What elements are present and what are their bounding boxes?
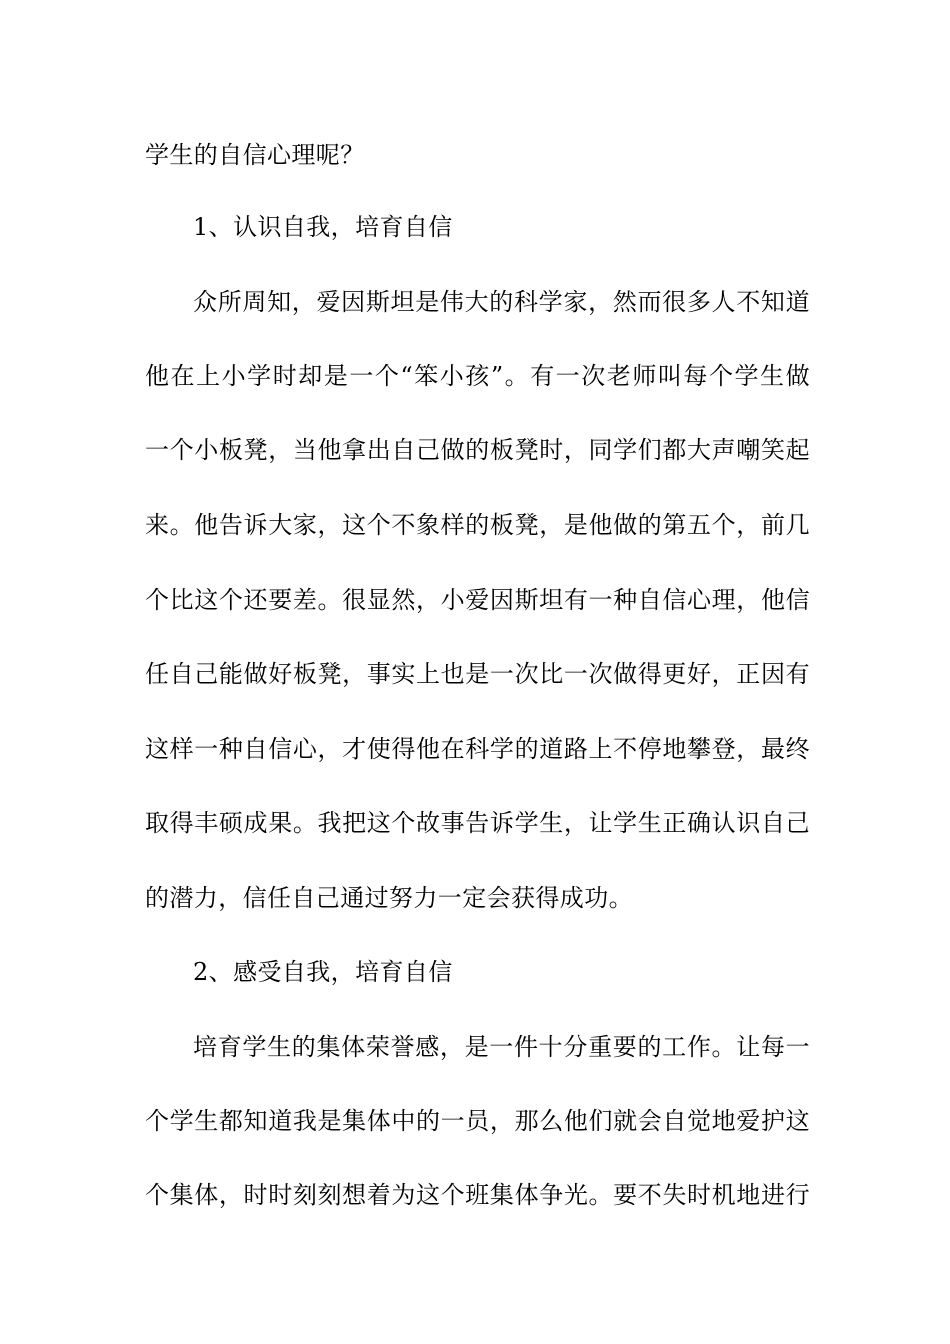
paragraph-line: 的潜力，信任自己通过努力一定会获得成功。 <box>145 884 633 912</box>
paragraph-line: 个集体，时时刻刻想着为这个班集体争光。要不失时机地进行 <box>145 1181 810 1209</box>
section-heading: 1、认识自我，培育自信 <box>193 213 453 241</box>
paragraph-line: 个比这个还要差。很显然，小爱因斯坦有一种自信心理，他信 <box>145 586 810 614</box>
paragraph-line: 个学生都知道我是集体中的一员，那么他们就会自觉地爱护这 <box>145 1107 810 1135</box>
paragraph-line: 取得丰硕成果。我把这个故事告诉学生，让学生正确认识自己 <box>145 809 810 837</box>
section-heading: 2、感受自我，培育自信 <box>193 958 453 986</box>
paragraph-line: 来。他告诉大家，这个不象样的板凳，是他做的第五个，前几 <box>145 511 810 539</box>
paragraph-line: 这样一种自信心，才使得他在科学的道路上不停地攀登，最终 <box>145 735 810 763</box>
paragraph-line: 一个小板凳，当他拿出自己做的板凳时，同学们都大声嘲笑起 <box>145 436 810 464</box>
paragraph-line: 学生的自信心理呢？ <box>145 141 365 169</box>
paragraph-line: 他在上小学时却是一个“笨小孩”。有一次老师叫每个学生做 <box>145 362 810 390</box>
paragraph-line: 培育学生的集体荣誉感，是一件十分重要的工作。让每一 <box>193 1033 810 1061</box>
paragraph-line: 众所周知，爱因斯坦是伟大的科学家，然而很多人不知道 <box>193 288 810 316</box>
paragraph-line: 任自己能做好板凳，事实上也是一次比一次做得更好，正因有 <box>145 660 810 688</box>
